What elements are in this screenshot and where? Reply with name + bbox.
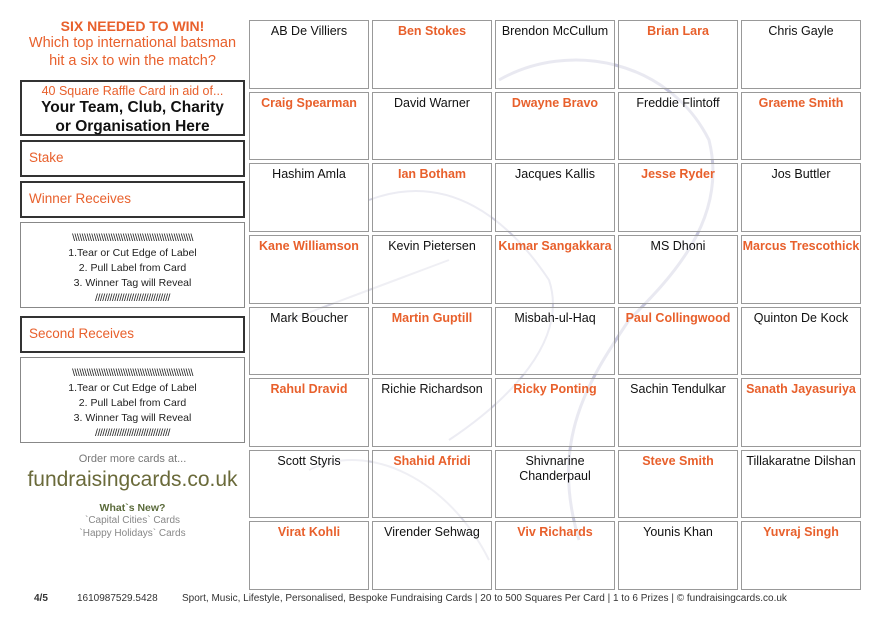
raffle-square[interactable]: Kevin Pietersen: [372, 235, 492, 304]
tear-step: 3. Winner Tag will Reveal: [73, 277, 192, 289]
order-text: Order more cards at...: [78, 453, 187, 465]
question-line: Which top international batsman: [28, 35, 237, 51]
raffle-square[interactable]: Jacques Kallis: [495, 163, 615, 232]
tear-step: 3. Winner Tag will Reveal: [73, 412, 192, 424]
title: SIX NEEDED TO WIN!: [60, 18, 205, 34]
raffle-square[interactable]: Kumar Sangakkara: [495, 235, 615, 304]
page-number: 4/5: [34, 593, 48, 604]
new-item: `Happy Holidays` Cards: [79, 528, 186, 539]
raffle-square[interactable]: Quinton De Kock: [741, 307, 861, 376]
question: [20, 34, 245, 70]
raffle-square[interactable]: David Warner: [372, 92, 492, 161]
raffle-square[interactable]: Jos Buttler: [741, 163, 861, 232]
second-field[interactable]: Second Receives: [20, 316, 245, 353]
tear-step: 1.Tear or Cut Edge of Label: [68, 247, 197, 259]
raffle-square[interactable]: Graeme Smith: [741, 92, 861, 161]
raffle-square[interactable]: Viv Richards: [495, 521, 615, 590]
tear-marks: \\\\\\\\\\\\\\\\\\\\\\\\\\\\\\\\\\\\\\\\\\\\\\\\\\: [72, 367, 193, 379]
raffle-square[interactable]: Paul Collingwood: [618, 307, 738, 376]
tear-step: 2. Pull Label from Card: [78, 262, 187, 274]
tear-marks: ///////////////////////////////: [95, 427, 170, 439]
footer-text: Sport, Music, Lifestyle, Personalised, Bespoke Fundraising Cards | 20 to 500 Squares Per Card | 1 to 6 Prizes | © fundraisingcards.co.uk: [182, 593, 787, 604]
raffle-square[interactable]: Virender Sehwag: [372, 521, 492, 590]
raffle-square[interactable]: Mark Boucher: [249, 307, 369, 376]
raffle-square[interactable]: Brian Lara: [618, 20, 738, 89]
raffle-square[interactable]: Shahid Afridi: [372, 450, 492, 519]
raffle-square[interactable]: Younis Khan: [618, 521, 738, 590]
left-panel: [20, 18, 245, 540]
raffle-square[interactable]: Freddie Flintoff: [618, 92, 738, 161]
raffle-square[interactable]: Steve Smith: [618, 450, 738, 519]
raffle-square[interactable]: Marcus Trescothick: [741, 235, 861, 304]
raffle-square[interactable]: Virat Kohli: [249, 521, 369, 590]
raffle-square[interactable]: Dwayne Bravo: [495, 92, 615, 161]
whats-new: What`s New?: [99, 502, 166, 514]
raffle-square[interactable]: Yuvraj Singh: [741, 521, 861, 590]
raffle-square[interactable]: Ricky Ponting: [495, 378, 615, 447]
raffle-square[interactable]: AB De Villiers: [249, 20, 369, 89]
raffle-square[interactable]: Ian Botham: [372, 163, 492, 232]
question-line: hit a six to win the match?: [49, 53, 216, 69]
raffle-square[interactable]: Tillakaratne Dilshan: [741, 450, 861, 519]
tear-step: 2. Pull Label from Card: [78, 397, 187, 409]
new-item: `Capital Cities` Cards: [84, 515, 181, 526]
raffle-square[interactable]: Jesse Ryder: [618, 163, 738, 232]
card-id: 1610987529.5428: [77, 593, 158, 604]
tear-label[interactable]: [20, 357, 245, 443]
winner-field[interactable]: Winner Receives: [20, 181, 245, 218]
raffle-square[interactable]: Shivnarine Chanderpaul: [495, 450, 615, 519]
raffle-square[interactable]: Richie Richardson: [372, 378, 492, 447]
raffle-square[interactable]: Kane Williamson: [249, 235, 369, 304]
aid-subtitle: 40 Square Raffle Card in aid of...: [41, 84, 224, 98]
raffle-square[interactable]: Hashim Amla: [249, 163, 369, 232]
raffle-square[interactable]: Chris Gayle: [741, 20, 861, 89]
tear-label[interactable]: [20, 222, 245, 308]
tear-step: 1.Tear or Cut Edge of Label: [68, 382, 197, 394]
raffle-square[interactable]: Martin Guptill: [372, 307, 492, 376]
raffle-grid: [249, 20, 861, 590]
aid-box: [20, 80, 245, 136]
tear-marks: ///////////////////////////////: [95, 292, 170, 304]
raffle-square[interactable]: Craig Spearman: [249, 92, 369, 161]
raffle-square[interactable]: Rahul Dravid: [249, 378, 369, 447]
stake-field[interactable]: Stake: [20, 140, 245, 177]
raffle-square[interactable]: Brendon McCullum: [495, 20, 615, 89]
organisation-line: or Organisation Here: [55, 118, 210, 135]
raffle-square[interactable]: MS Dhoni: [618, 235, 738, 304]
tear-marks: \\\\\\\\\\\\\\\\\\\\\\\\\\\\\\\\\\\\\\\\\\\\\\\\\\: [72, 232, 193, 244]
site-link[interactable]: fundraisingcards.co.uk: [27, 468, 238, 491]
raffle-square[interactable]: Misbah-ul-Haq: [495, 307, 615, 376]
organisation-line: Your Team, Club, Charity: [41, 99, 224, 116]
raffle-square[interactable]: Sanath Jayasuriya: [741, 378, 861, 447]
raffle-square[interactable]: Ben Stokes: [372, 20, 492, 89]
raffle-square[interactable]: Sachin Tendulkar: [618, 378, 738, 447]
raffle-square[interactable]: Scott Styris: [249, 450, 369, 519]
